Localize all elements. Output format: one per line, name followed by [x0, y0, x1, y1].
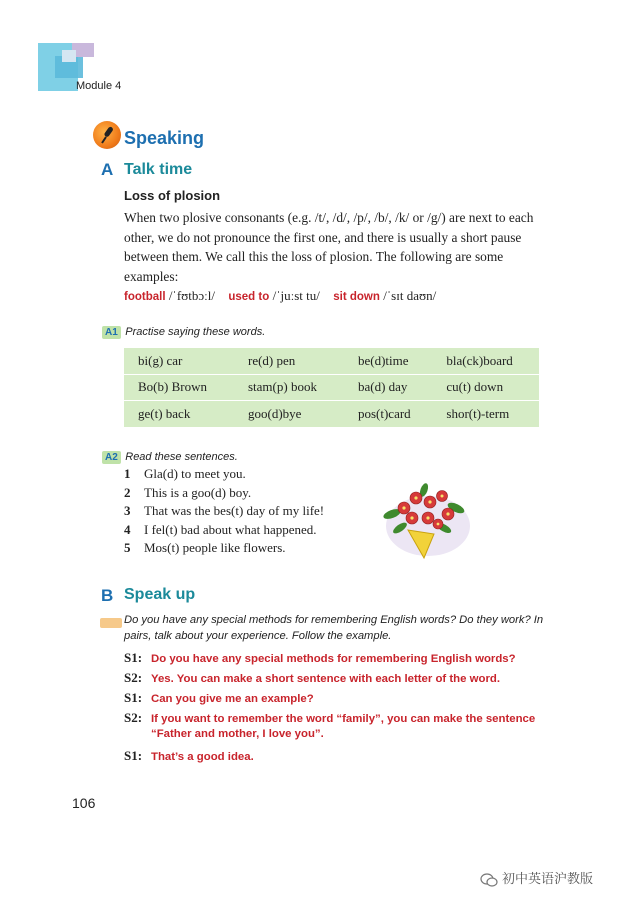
list-item [124, 502, 324, 521]
sentence-text: This is a goo(d) boy. [144, 484, 252, 500]
dialogue-line [124, 650, 535, 670]
sentence-number: 1 [124, 466, 131, 481]
page-number: 106 [72, 795, 96, 811]
table-cell: bla(ck)board [432, 348, 539, 374]
sentence-text: I fel(t) bad about what happened. [144, 521, 317, 537]
table-cell: shor(t)-term [432, 401, 539, 428]
sentence-number: 4 [124, 521, 131, 537]
table-cell: ge(t) back [124, 401, 234, 428]
example-word: used to [228, 291, 270, 303]
section-b-letter: B [101, 586, 114, 605]
list-item [124, 539, 324, 558]
dialogue-text: Do you have any special methods for remembering English words? [151, 653, 516, 665]
watermark-text: 初中英语沪教版 [502, 871, 594, 886]
dialogue-text: “Father and mother, I love you”. [151, 728, 324, 740]
example-word: sit down [333, 291, 380, 303]
sentence-list [124, 465, 324, 558]
dialogue-line [124, 670, 535, 690]
dialogue-line [124, 690, 535, 710]
dialogue-line [124, 710, 535, 728]
dialogue-text: Can you give me an example? [151, 693, 314, 705]
table-cell: bi(g) car [124, 348, 234, 374]
table-cell: Bo(b) Brown [124, 374, 234, 401]
table-cell: goo(d)bye [234, 401, 344, 428]
table-cell: ba(d) day [344, 374, 432, 401]
module-label: Module 4 [76, 80, 122, 92]
sentence-number: 3 [124, 503, 131, 518]
dialogue-line [124, 748, 535, 768]
table-row [124, 374, 539, 401]
sentence-text: That was the bes(t) day of my life! [144, 503, 325, 518]
table-cell: pos(t)card [344, 401, 432, 428]
dialogue-text: Yes. You can make a short sentence with each letter of the word. [151, 673, 500, 685]
microphone-icon [93, 121, 121, 149]
section-b-title: Speak up [124, 586, 196, 603]
table-cell: re(d) pen [234, 348, 344, 374]
plosion-examples [124, 288, 446, 304]
speaker-label: S1: [124, 690, 143, 705]
list-item [124, 484, 324, 503]
example-ipa: /ˈsɪt daʊn/ [383, 288, 437, 303]
flower-bouquet-illustration [378, 478, 470, 560]
dialogue-line [124, 728, 535, 748]
dialogue-text: If you want to remember the word “family”, you can make the sentence [151, 713, 536, 725]
speaker-label: S1: [124, 650, 143, 665]
header-decoration [62, 50, 76, 62]
words-table [124, 348, 539, 428]
a2-instruction: Read these sentences. [125, 451, 238, 463]
wechat-icon [480, 873, 498, 887]
section-a-title: Talk time [124, 161, 193, 178]
table-row [124, 348, 539, 374]
speaker-label: S2: [124, 670, 143, 685]
speak-up-instruction: Do you have any special methods for remembering English words? Do they work? In pairs, talk about your experience. Follow the example. [124, 614, 544, 642]
speaker-label: S2: [124, 710, 143, 725]
list-item [124, 465, 324, 484]
table-cell: cu(t) down [432, 374, 539, 401]
a1-instruction: Practise saying these words. [125, 326, 266, 338]
a1-heading [102, 322, 265, 340]
sentence-number: 5 [124, 540, 131, 555]
speaking-title: Speaking [124, 128, 205, 148]
sentence-number: 2 [124, 484, 131, 500]
example-word: football [124, 291, 166, 303]
dialogue-text: That’s a good idea. [151, 751, 254, 763]
a1-tag: A1 [102, 326, 121, 339]
loss-of-plosion-heading: Loss of plosion [124, 188, 221, 203]
speaker-label: S1: [124, 748, 143, 763]
section-a-letter: A [101, 160, 114, 179]
example-ipa: /ˈjuːst tu/ [272, 288, 320, 303]
table-cell: be(d)time [344, 348, 432, 374]
table-cell: stam(p) book [234, 374, 344, 401]
sentence-text: Gla(d) to meet you. [144, 466, 246, 481]
table-row [124, 401, 539, 428]
plosion-explanation: When two plosive consonants (e.g. /t/, /d/, /p/, /b/, /k/ or /g/) are next to each other, we do not pronounce the first one, and there is usually a short pause between them. We call this the loss of plosion. The following are some examples: [124, 210, 534, 284]
a2-tag: A2 [102, 451, 121, 464]
dialogue [124, 650, 535, 768]
watermark [480, 868, 593, 887]
a2-heading [102, 447, 238, 465]
sentence-text: Mos(t) people like flowers. [144, 540, 286, 555]
example-ipa: /ˈfʊtbɔːl/ [168, 288, 215, 303]
list-item [124, 521, 324, 540]
speak-up-tag [100, 614, 122, 632]
